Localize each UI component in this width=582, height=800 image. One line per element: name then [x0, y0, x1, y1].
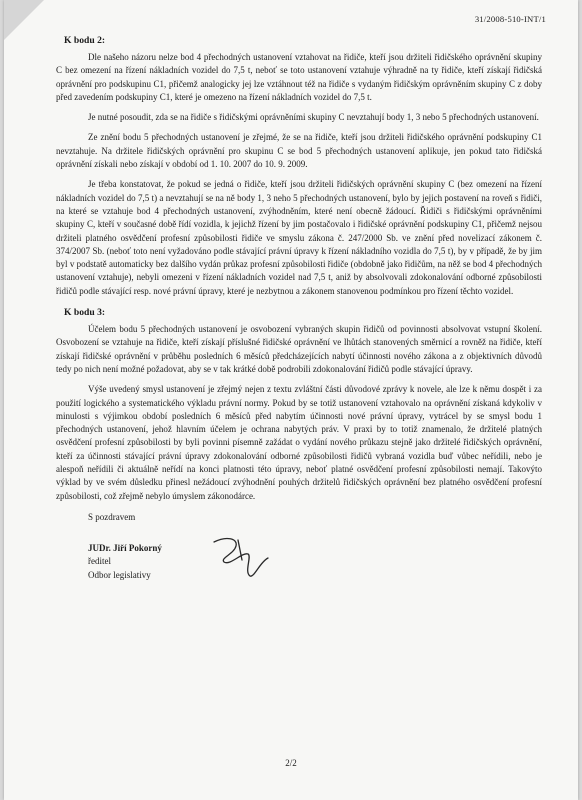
handwritten-signature [208, 532, 278, 580]
section-heading: K bodu 3: [64, 307, 106, 319]
paragraph: Ze znění bodu 5 přechodných ustanovení je zřejmé, že se na řidiče, kteří jsou držiteli řidičského oprávnění podskupiny C1 nevztahuje. Na držitele řidičských oprávnění pro skupinu C se bod 5 přechodných ustanovení aplikuje, jen pokud tato řidičská oprávnění získali nebo získají v období od 1. 10. 2007 do 10. 9. 2009. [56, 132, 542, 170]
paragraph: Je třeba konstatovat, že pokud se jedná o řidiče, kteří jsou držiteli řidičských oprávnění skupiny C (bez omezení na řízení nákladních vozidel do 7,5 t) a nevztahují se na ně body 1, 3 neho 5 přechodných ustanovení, bylo by jejich postavení na roveň s řidiči, na které se vztahuje bod 4 přechodných ustanovení, zvýhodněním, které není obecně žádoucí. Řidiči s řidičskými oprávněními skupiny C, kteří v současné době řídí vozidla, k jejichž řízení by jim postačovalo i řidičské oprávnění podskupiny C1, přičemž nejsou držiteli platného osvědčení profesní způsobilosti řidiče ve smyslu zákona č. 247/2000 Sb. ve znění před novelizací zákonem č. 374/2007 Sb. (neboť toto není vyžadováno podle stávající právní úpravy k řízení nákladního vozidla do 7,5 t), by v případě, že by jim byl v podstatě automaticky bez dalšího vydán průkaz profesní způsobilosti řidiče (obdobně jako řidičům, na něž se bod 4 přechodných ustanovení vztahuje), nebyli omezeni v řízení nákladních vozidel nad 7,5 t, aniž by absolvovali zdokonalování odborné způsobilosti řidičů podle stávající resp. nové právní úpravy, které je nezbytnou a zákonem stanovenou podmínkou pro řízení těchto vozidel. [56, 179, 542, 296]
document-body [56, 35, 542, 582]
document-page [4, 0, 578, 800]
paragraph: Účelem bodu 5 přechodných ustanovení je osvobození vybraných skupin řidičů od povinnosti absolvovat vstupní školení. Osvobození se vztahuje na řidiče, kteří získají příslušné řidičské oprávnění ve lhůtách stanovených směrnicí a rovněž na řidiče, kteří získají řidičské oprávnění v průběhu posledních 6 měsíců předcházejících nabytí účinnosti nového zákona a z objektivních důvodů tedy po nich není možné požadovat, aby se v tak krátké době podrobili zdokonalování řidičů podle stávající úpravy. [56, 324, 542, 374]
signatory-title: ředitel [88, 556, 111, 567]
signatory-name: JUDr. Jiří Pokorný [88, 542, 162, 553]
signature-block [88, 542, 542, 583]
page-corner-fold [4, 0, 44, 40]
reference-number: 31/2008-510-INT/1 [474, 14, 546, 24]
closing-greeting: S pozdravem [88, 511, 136, 522]
section-heading: K bodu 2: [64, 35, 106, 46]
signatory-department: Odbor legislativy [88, 569, 151, 580]
paragraph: Dle našeho názoru nelze bod 4 přechodných ustanovení vztahovat na řidiče, kteří jsou držiteli řidičského oprávnění skupiny C bez omezení na řízení nákladních vozidel do 7,5 t, neboť se toto ustanovení vztahuje výhradně na ty řidiče, kteří získají řidičská oprávnění pro podskupinu C1, přičemž analogicky jej lze vztáhnout též na řidiče s vydaným řidičským oprávněním skupiny C z doby před zavedením podskupiny C1, které je omezeno na řízení nákladních vozidel do 7,5 t. [56, 52, 542, 102]
paragraph: Je nutné posoudit, zda se na řidiče s řidičskými oprávněními skupiny C nevztahují body 1, 3 nebo 5 přechodných ustanovení. [88, 112, 539, 123]
paragraph: Výše uvedený smysl ustanovení je zřejmý nejen z textu zvláštní části důvodové zprávy k novele, ale lze k němu dospět i za použití logického a systematického výkladu právní normy. Pokud by se totiž ustanovení vztahovalo na oprávnění získaná kdykoliv v minulosti s výjimkou období posledních 6 měsíců před nabytím účinnosti nové právní úpravy, vytrácel by se smysl bodu 1 přechodných ustanovení, jehož hlavním účelem je ochrana nabytých práv. V praxi by to totiž znamenalo, že držitelé platných osvědčení profesní způsobilosti by byli povinni písemně zažádat o vydání nového průkazu stejně jako držitelé řidičských oprávnění, kteří za účinnosti stávající právní úpravy zdokonalování odborné způsobilosti řidičů vybraná vozidla buď vůbec neřídili, nebo je alespoň neřídili či aktuálně neřídí na konci platnosti této úpravy, neboť platné osvědčení profesní způsobilosti nemají. Takovýto výklad by ve svém důsledku přinesl nežádoucí zvýhodnění pouhých držitelů řidičských oprávnění bez platného osvědčení profesní způsobilosti, což zřejmě nebylo úmyslem zákonodárce. [56, 384, 542, 501]
page-number: 2/2 [285, 758, 297, 768]
